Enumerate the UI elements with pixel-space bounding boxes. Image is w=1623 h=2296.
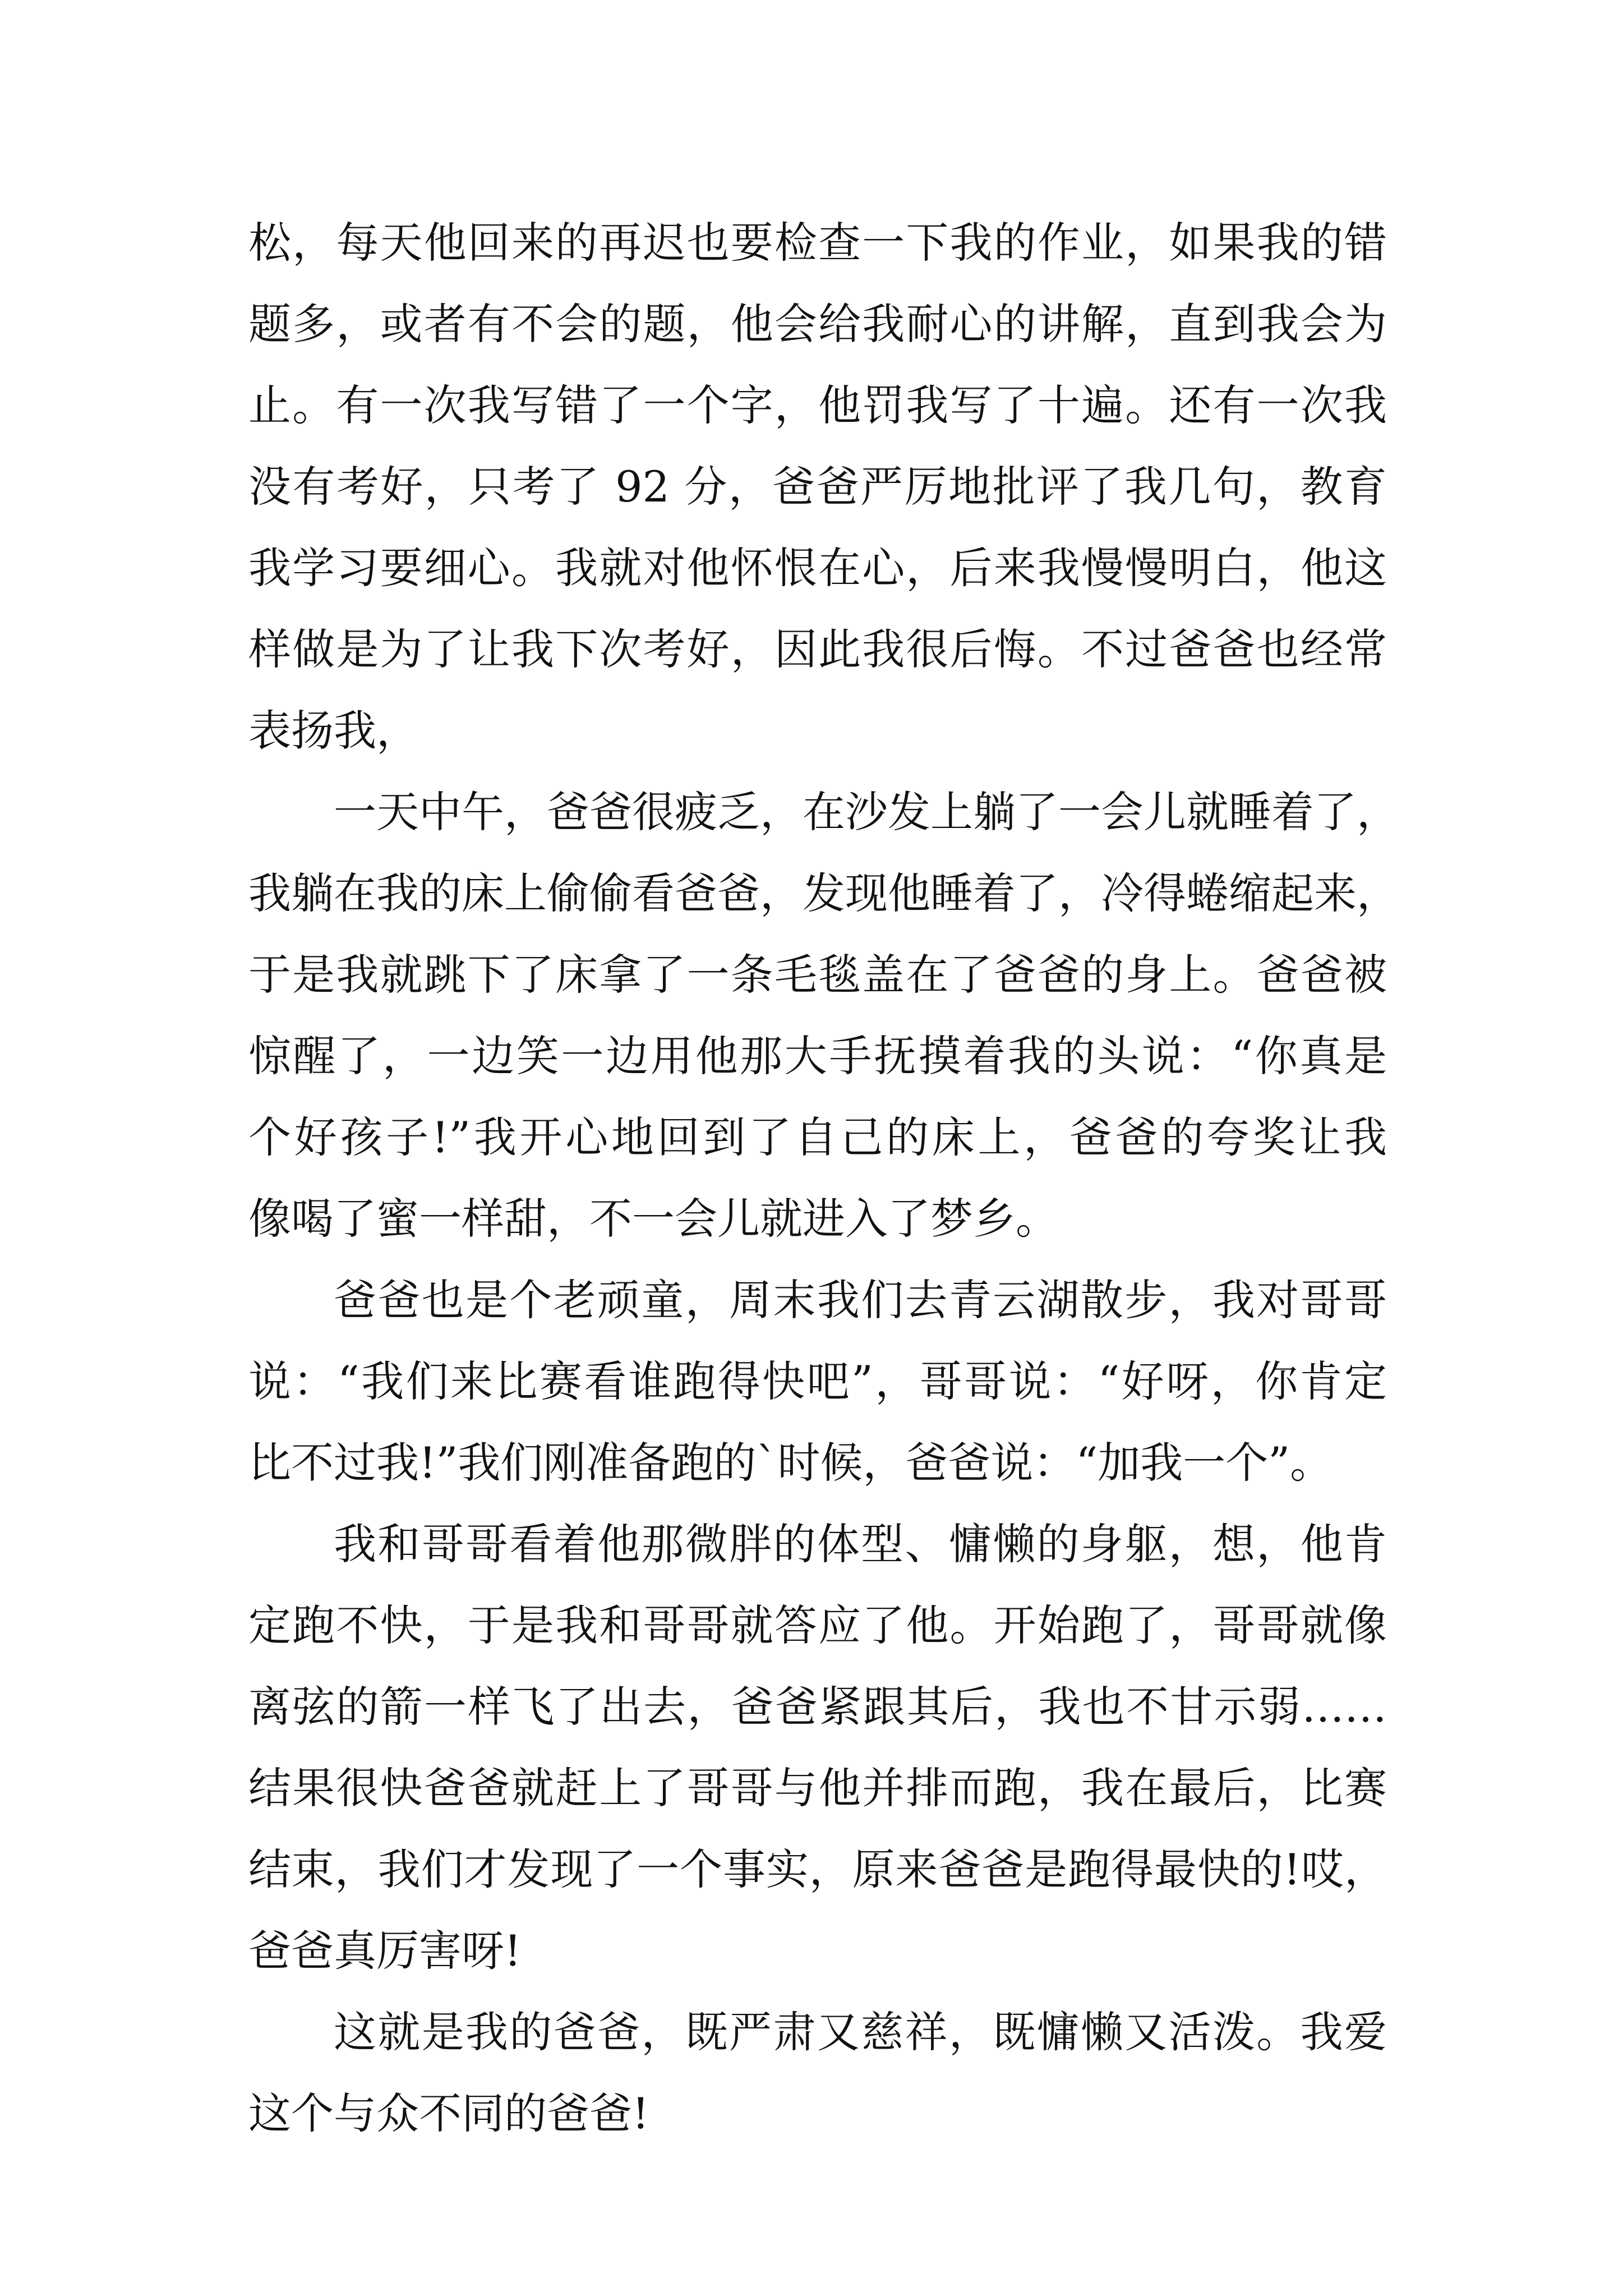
paragraph <box>248 1259 1387 1503</box>
text-line: 像喝了蜜一样甜，不一会儿就进入了梦乡。 <box>248 1194 1058 1244</box>
text-line: 说：“我们来比赛看谁跑得快吧”，哥哥说：“好呀，你肯定 <box>248 1356 1387 1406</box>
paragraph <box>248 771 1399 1259</box>
text-line: 我学习要细心。我就对他怀恨在心，后来我慢慢明白，他这 <box>248 543 1387 593</box>
text-line: 表扬我， <box>248 706 419 756</box>
text-line: 爸爸也是个老顽童，周末我们去青云湖散步，我对哥哥 <box>334 1275 1387 1325</box>
text-line: 定跑不快，于是我和哥哥就答应了他。开始跑了，哥哥就像 <box>248 1600 1387 1650</box>
text-line: 松，每天他回来的再迟也要检查一下我的作业，如果我的错 <box>248 218 1387 268</box>
text-line: 爸爸真厉害呀! <box>248 1926 522 1976</box>
text-line: 样做是为了让我下次考好，因此我很后悔。不过爸爸也经常 <box>248 624 1387 674</box>
text-line: 我和哥哥看着他那微胖的体型、慵懒的身躯，想，他肯 <box>334 1519 1387 1569</box>
text-line: 这就是我的爸爸，既严肃又慈祥，既慵懒又活泼。我爱 <box>334 2007 1387 2057</box>
text-line: 于是我就跳下了床拿了一条毛毯盖在了爸爸的身上。爸爸被 <box>248 950 1387 1000</box>
text-line: 没有考好，只考了 92 分，爸爸严厉地批评了我几句，教育 <box>248 462 1387 512</box>
text-line: 结果很快爸爸就赶上了哥哥与他并排而跑，我在最后，比赛 <box>248 1763 1387 1813</box>
text-line: 我躺在我的床上偷偷看爸爸，发现他睡着了，冷得蜷缩起来， <box>248 868 1399 918</box>
paragraph <box>248 202 1387 771</box>
text-line: 离弦的箭一样飞了出去，爸爸紧跟其后，我也不甘示弱…… <box>248 1682 1387 1732</box>
paragraph <box>248 1991 1387 2154</box>
text-line: 一天中午，爸爸很疲乏，在沙发上躺了一会儿就睡着了， <box>334 787 1399 837</box>
text-line: 题多，或者有不会的题，他会给我耐心的讲解，直到我会为 <box>248 299 1387 349</box>
paragraph <box>248 1503 1387 1991</box>
text-line: 结束，我们才发现了一个事实，原来爸爸是跑得最快的!哎， <box>248 1844 1387 1894</box>
text-line: 个好孩子!”我开心地回到了自己的床上，爸爸的夸奖让我 <box>248 1112 1387 1162</box>
text-line: 惊醒了，一边笑一边用他那大手抚摸着我的头说：“你真是 <box>248 1031 1387 1081</box>
body-text <box>248 202 1399 2154</box>
text-line: 这个与众不同的爸爸! <box>248 2088 649 2138</box>
text-line: 比不过我!”我们刚准备跑的`时候，爸爸说：“加我一个”。 <box>248 1438 1333 1488</box>
text-line: 止。有一次我写错了一个字，他罚我写了十遍。还有一次我 <box>248 380 1387 430</box>
